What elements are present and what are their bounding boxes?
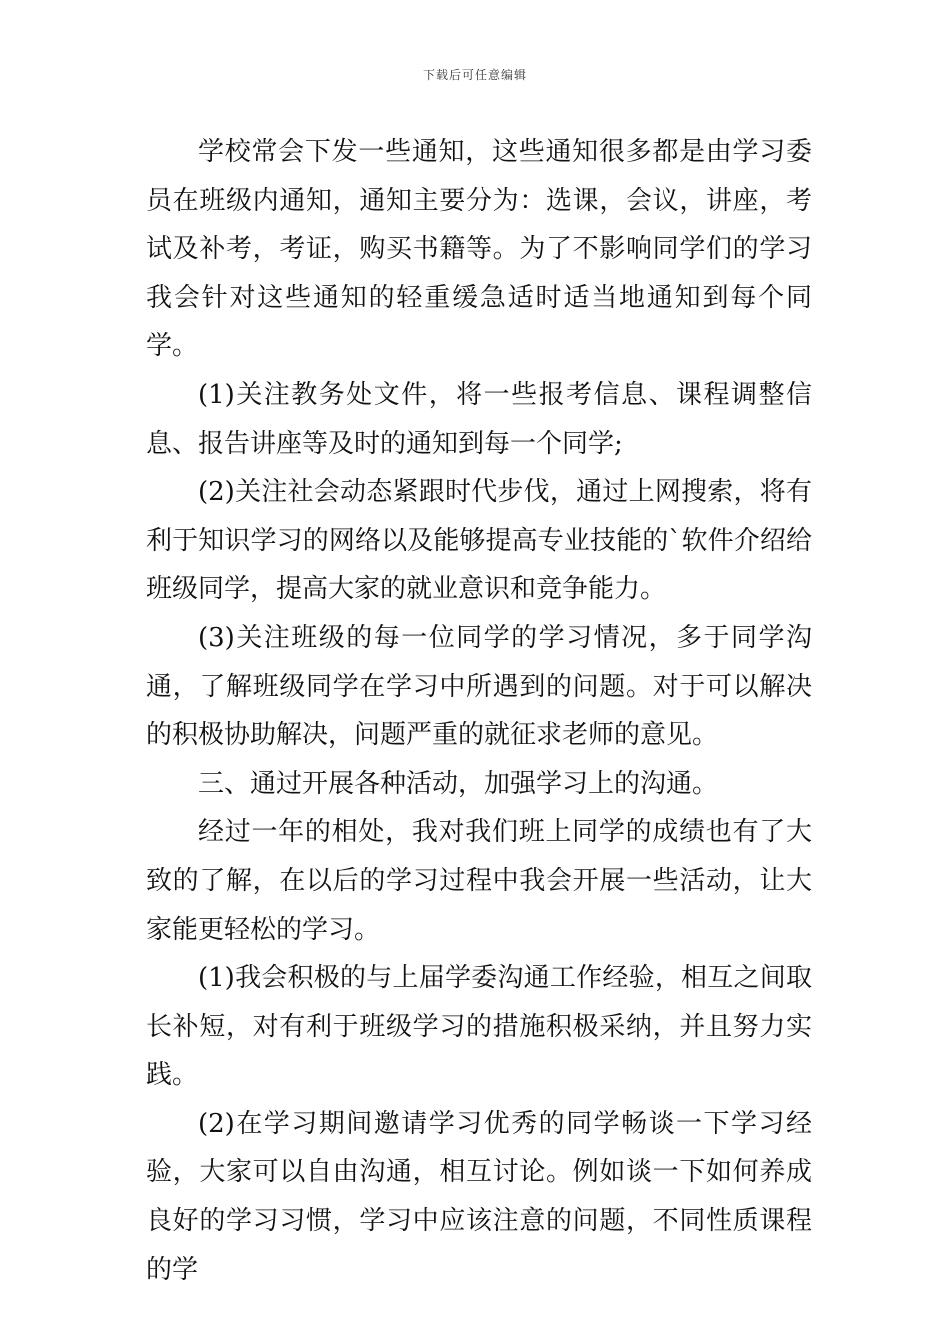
paragraph-6: (1)我会积极的与上届学委沟通工作经验，相互之间取长补短，对有利于班级学习的措施积极采纳，并且努力实践。 [146,963,812,1091]
header-note: 下载后可任意编辑 [422,68,527,82]
paragraph-3: (2)关注社会动态紧跟时代步伐，通过上网搜索，将有利于知识学习的网络以及能够提高专业技能的`软件介绍给班级同学，提高大家的就业意识和竞争能力。 [146,477,812,605]
paragraph-4: (3)关注班级的每一位同学的学习情况，多于同学沟通，了解班级同学在学习中所遇到的问题。对于可以解决的积极协助解决，问题严重的就征求老师的意见。 [146,622,812,751]
document-body [146,128,812,1294]
paragraph-5: 经过一年的相处，我对我们班上同学的成绩也有了大致的了解，在以后的学习过程中我会开展一些活动，让大家能更轻松的学习。 [146,817,812,945]
paragraph-2: (1)关注教务处文件，将一些报考信息、课程调整信息、报告讲座等及时的通知到每一个同学; [146,379,812,459]
paragraph-7: (2)在学习期间邀请学习优秀的同学畅谈一下学习经验，大家可以自由沟通，相互讨论。例如谈一下如何养成良好的学习习惯，学习中应该注意的问题，不同性质课程的学 [146,1108,812,1285]
paragraph-1: 学校常会下发一些通知，这些通知很多都是由学习委员在班级内通知，通知主要分为：选课，会议，讲座，考试及补考，考证，购买书籍等。为了不影响同学们的学习我会针对这些通知的轻重缓急适时适当地通知到每个同学。 [146,137,812,362]
section-heading: 三、通过开展各种活动，加强学习上的沟通。 [198,768,719,799]
